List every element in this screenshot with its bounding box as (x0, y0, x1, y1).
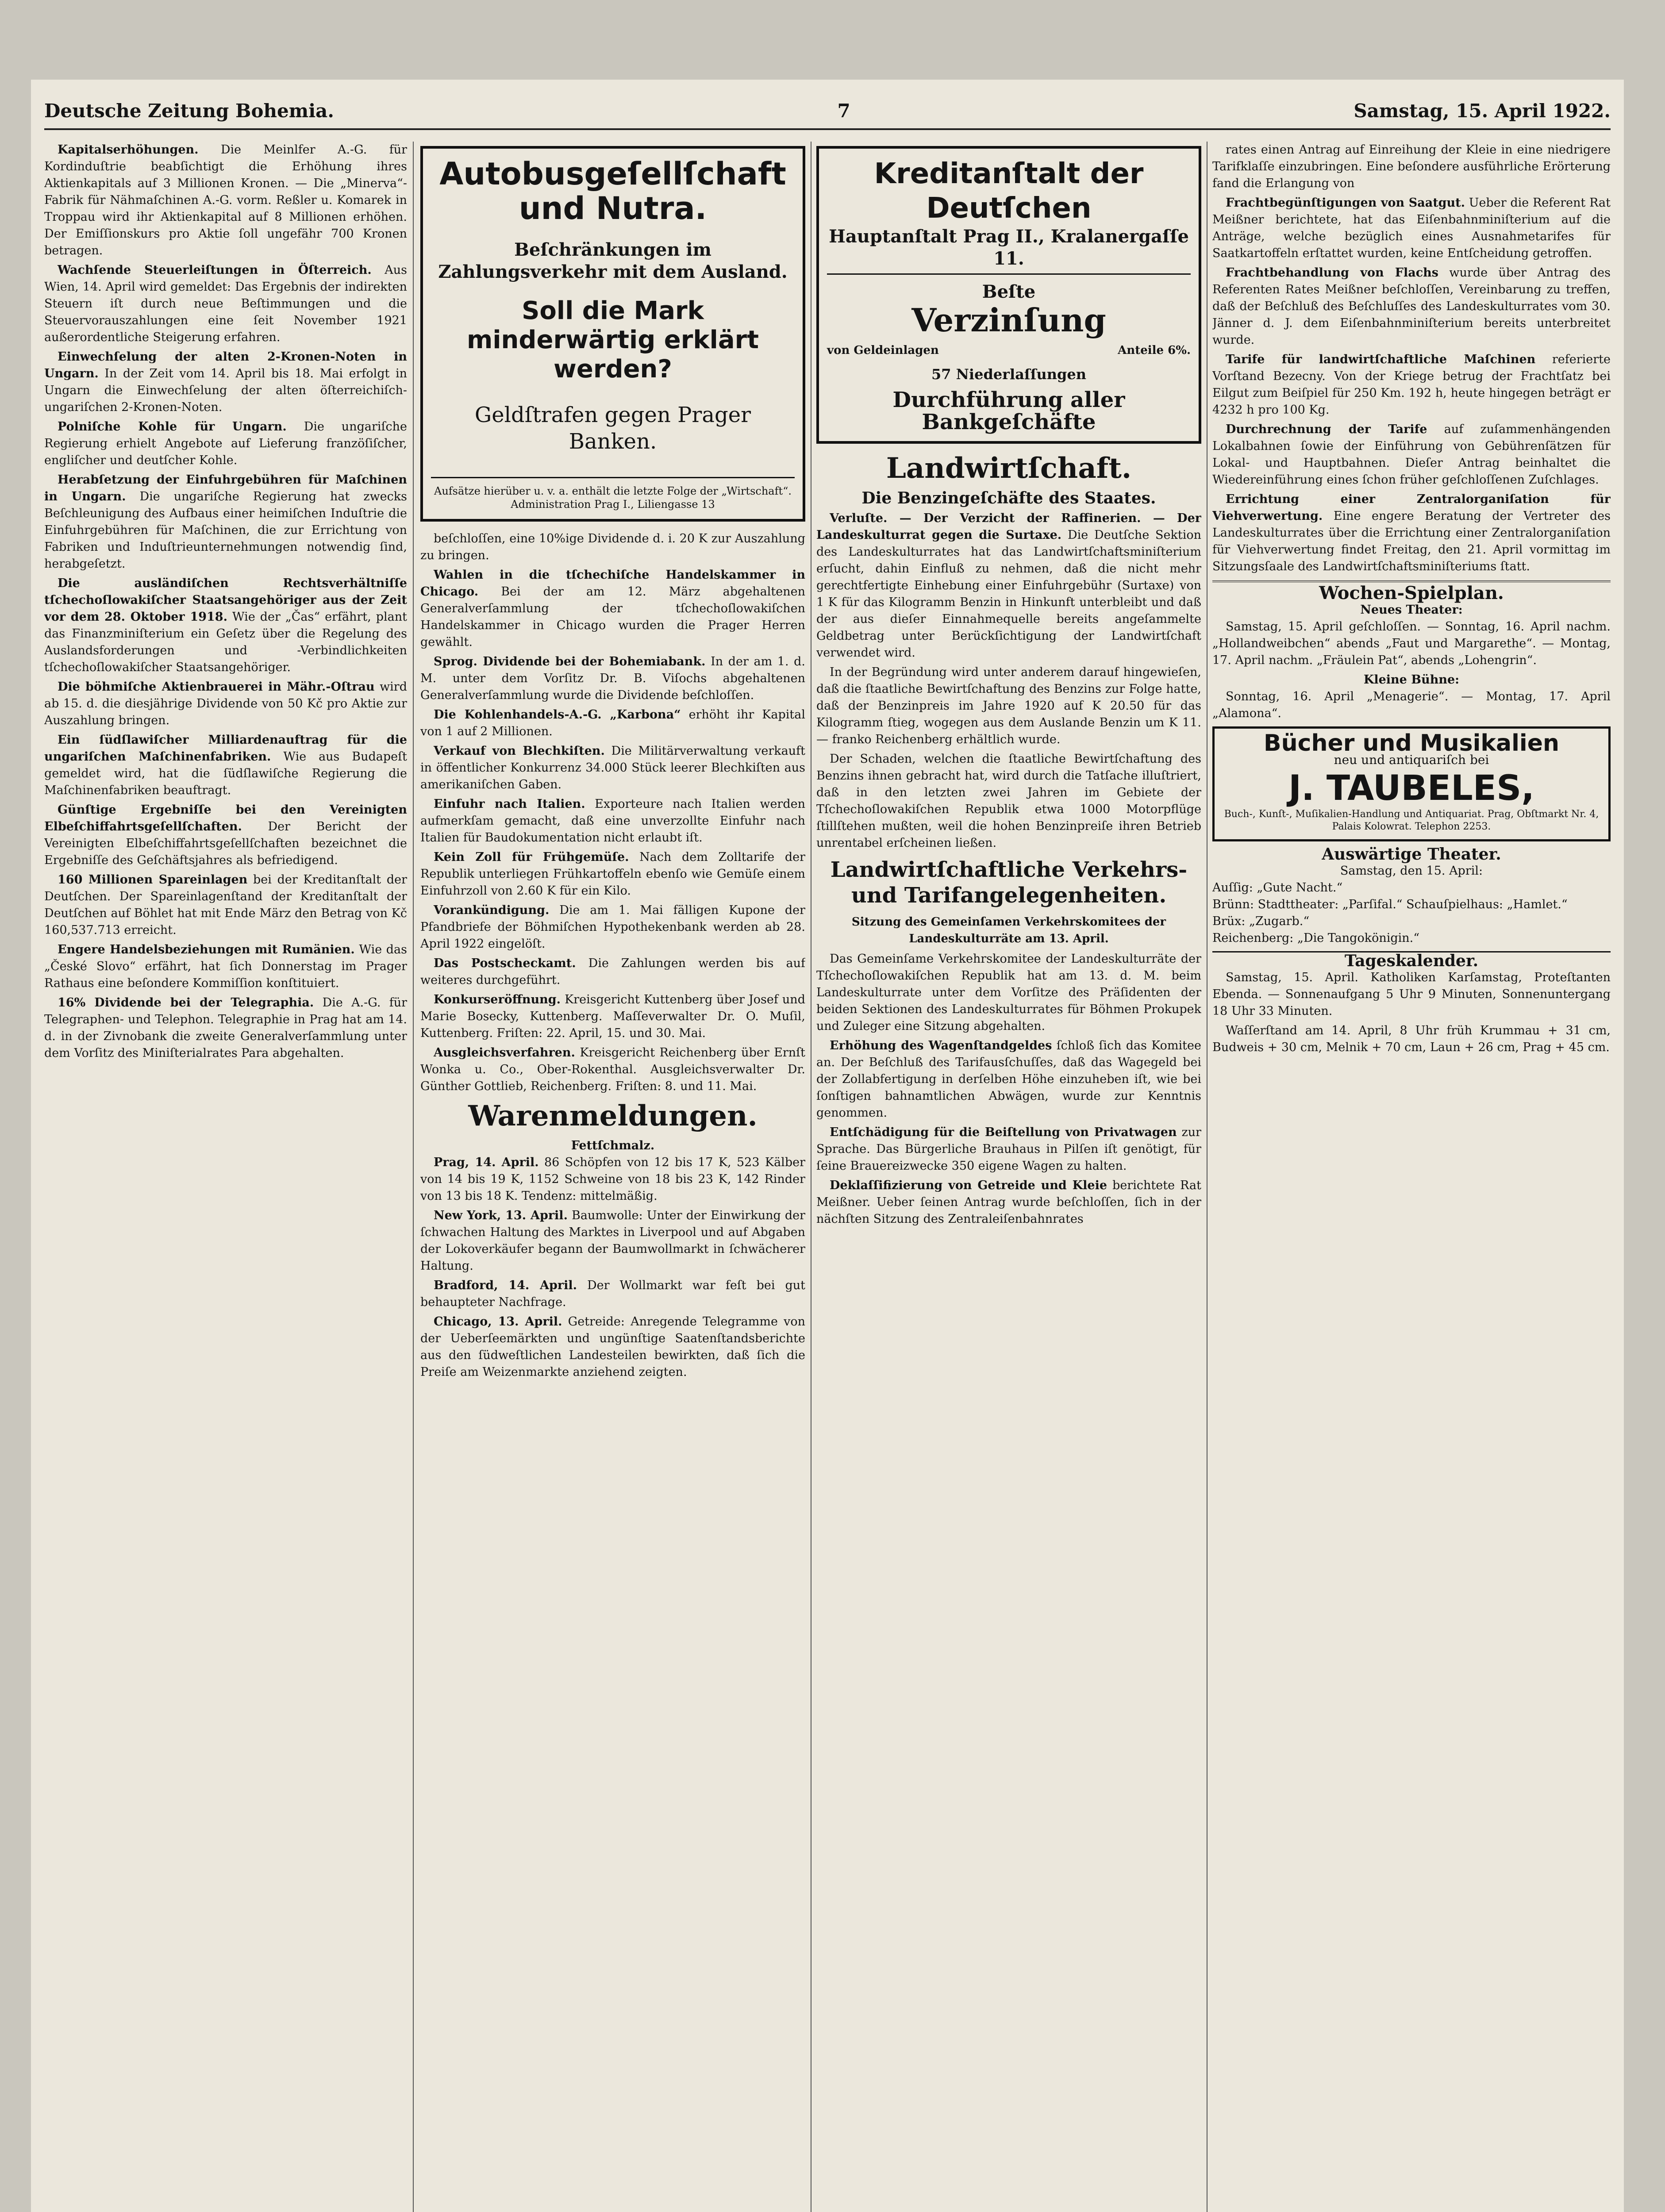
schedule-text: Samstag, 15. April geſchloſſen. — Sonntag, 16. April nachm. „Hollandweibchen“ abends „Faut und Margarethe“. — Montag, 17. April nachm. „Fräulein Pat“, abends „Lohengrin“. (1212, 620, 1611, 667)
theater-entry: Brünn: Stadttheater: „Parſifal.“ Schauſpielhaus: „Hamlet.“ (1212, 898, 1568, 911)
article-heading: Chicago, 13. April. (434, 1315, 562, 1329)
subsection-title: Fettſchmalz. (571, 1139, 655, 1152)
article-heading: New York, 13. April. (434, 1209, 568, 1222)
article-text: Wie das „České Slovo“ erfährt, hat ſich Donnerstag im Prager Rathaus eine beſondere Kommiſſion konſtituiert. (44, 943, 407, 990)
article-paragraph (44, 472, 407, 572)
article-paragraph (44, 732, 407, 799)
calendar-text: Samstag, 15. April. Katholiken Karſamstag, Proteſtanten Ebenda. — Sonnenaufgang 5 Uhr 9 Minuten, Sonnenuntergang 18 Uhr 33 Minuten. (1212, 971, 1611, 1018)
article-heading: Einwechſelung der alten 2-Kronen-Noten in Ungarn. (44, 350, 407, 380)
article-text: Getreide: Anregende Telegramme von der Ueberſeemärkten und ungünſtige Saatenſtandsberichte aus den ſüdweſtlichen Landesteilen bewirkten, daß ſich die Preiſe am Weizenmarkte anziehend zeigten. (420, 1315, 805, 1379)
theater-entry: Auſſig: „Gute Nacht.“ (1212, 881, 1343, 895)
ad-line: Verzinſung (911, 301, 1106, 339)
article-text: Die ungariſche Regierung hat zwecks Beſchleunigung des Aufbaus einer heimiſchen Induſtrie die Einfuhrgebühren für Maſchinen, die zur Errichtung von Fabriken und Induſtrieunternehmungen notwendig ſind, herabgeſetzt. (44, 490, 407, 571)
ad-line: Anteile 6%. (1118, 344, 1191, 357)
article-paragraph (420, 1313, 805, 1381)
section-title: Warenmeldungen. (468, 1099, 758, 1133)
article-text: Exporteure nach Italien werden aufmerkſam gemacht, daß eine unverzollte Einfuhr nach Italien für Baudokumentation nicht erlaubt iſt. (420, 797, 805, 845)
article-heading: Ein ſüdſlawiſcher Milliardenauftrag für die ungariſchen Maſchinenfabriken. (44, 733, 407, 764)
article-heading: Verluſte. — Der Verzicht der Raffinerien. — Der Landeskulturrat gegen die Surtaxe. (816, 511, 1201, 542)
article-heading: Prag, 14. April. (434, 1156, 539, 1169)
article-heading: 160 Millionen Spareinlagen (58, 873, 248, 887)
article-paragraph (420, 567, 805, 651)
article-paragraph (420, 1154, 805, 1205)
column-second (420, 142, 805, 2212)
article-heading: Deklaſſifizierung von Getreide und Kleie (830, 1179, 1107, 1192)
subsection-title: Die Benzingeſchäfte des Staates. (861, 489, 1156, 507)
article-heading: Wahlen in die tſchechiſche Handelskammer in Chicago. (420, 568, 805, 599)
article-text: In der am 1. d. M. unter dem Vorſitz Dr. B. Viſochs abgehaltenen Generalverſammlung wurde die Dividende beſchloſſen. (420, 655, 805, 702)
article-heading: Sprog. Dividende bei der Bohemiabank. (434, 655, 706, 668)
article-text: Die am 1. Mai fälligen Kupone der Pfandbriefe der Böhmiſchen Hypothekenbank werden ab 28. April 1922 eingelöſt. (420, 903, 805, 951)
article-paragraph (1212, 351, 1611, 419)
article-text: ſchloß ſich das Komitee an. Der Beſchluß des Tarifausſchuſſes, daß das Wagegeld bei der Zollabfertigung in derſelben Höhe einzuheben iſt, wie bei ſonſtigen bahnamtlichen Abwägen, wurde zur Kenntnis genommen. (816, 1039, 1201, 1120)
ad-line: Soll die Mark minderwärtig erklärt werden? (467, 296, 759, 384)
theater-date: Samstag, den 15. April: (1340, 864, 1483, 878)
article-heading: Die ausländiſchen Rechtsverhältniſſe tſchechoſlowakiſcher Staatsangehöriger aus der Zeit vor dem 28. Oktober 1918. (44, 576, 407, 624)
news-items (816, 510, 1201, 852)
article-heading: Bradford, 14. April. (434, 1279, 577, 1292)
article-text: Kreisgericht Kuttenberg über Josef und Marie Bosecky, Kuttenberg. Maſſeverwalter Dr. O. Muſil, Kuttenberg. Friſten: 22. April, 15. und 30. Mai. (420, 993, 805, 1040)
article-text: In der Zeit vom 14. April bis 18. Mai erfolgt in Ungarn die Einwechſelung der alten öſterreichiſch-ungariſchen 2-Kronen-Noten. (44, 367, 407, 414)
article-paragraph (1212, 195, 1611, 262)
article-paragraph (420, 991, 805, 1042)
ad-headline: Bücher und Musikalien (1263, 730, 1560, 757)
article-text: Wie der „Čas“ erfährt, plant das Finanzminiſterium ein Geſetz über die Regelung des Auslandsforderungen und -Verbindlichkeiten tſchechoſlowakiſcher Staatsangehöriger. (44, 610, 407, 674)
article-heading: Günſtige Ergebniſſe bei den Vereinigten Elbeſchiffahrtsgeſellſchaften. (44, 803, 407, 833)
theater-title: Auswärtige Theater. (1322, 845, 1501, 864)
article-heading: Einfuhr nach Italien. (434, 797, 585, 811)
column-fourth (1212, 142, 1611, 2212)
ad-line: Hauptanſtalt Prag II., Kralanergaſſe 11. (827, 226, 1191, 275)
article-text: bei der Kreditanſtalt der Deutſchen. Der Spareinlagenſtand der Kreditanſtalt der Deutſchen auf Böhlet hat mit Ende März den Betrag von Kč 160,537.713 erreicht. (44, 873, 407, 937)
article-heading: Konkurseröffnung. (434, 993, 561, 1006)
article-text: Kreisgericht Reichenberg über Ernſt Wonka u. Co., Ober-Rokenthal. Ausgleichsverwalter Dr. Günther Gottlieb, Reichenberg. Friſten: 8. und 11. Mai. (420, 1046, 805, 1093)
article-text: Aus Wien, 14. April wird gemeldet: Das Ergebnis der indirekten Steuern iſt durch neue Beſtimmungen und die Steuervorauszahlungen eine ſeit November 1921 außerordentliche Steigerung erfahren. (44, 263, 407, 344)
article-paragraph (816, 1177, 1201, 1228)
schedule-subtitle: Neues Theater: (1360, 603, 1463, 617)
column-agriculture (816, 142, 1201, 2212)
article-paragraph (420, 1045, 805, 1095)
article-heading: Engere Handelsbeziehungen mit Rumänien. (58, 943, 355, 956)
ad-headline: Kreditanſtalt der Deutſchen (874, 157, 1144, 225)
article-paragraph (44, 262, 407, 346)
article-heading: Herabſetzung der Einfuhrgebühren für Maſchinen in Ungarn. (44, 473, 407, 503)
ad-address: Buch-, Kunſt-, Muſikalien-Handlung und Antiquariat. Prag, Obſtmarkt Nr. 4, Palais Kolowrat. Telephon 2253. (1224, 809, 1599, 832)
masthead-title: Deutsche Zeitung Bohemia. (44, 100, 334, 122)
market-reports (420, 1154, 805, 1381)
article-heading: Wachſende Steuerleiſtungen in Öſterreich. (58, 263, 372, 277)
calendar-title: Tageskalender. (1212, 951, 1611, 969)
article-heading: Kapitalserhöhungen. (58, 143, 199, 157)
article-text: Eine engere Beratung der Vertreter des Landeskulturrates über die Errichtung einer Zentralorganiſation für Viehverwertung findet Freitag, den 21. April vormittag im Sitzungsſaale des Landwirtſchaftsminiſteriums ſtatt. (1212, 509, 1611, 573)
section-title: Landwirtſchaft. (886, 452, 1132, 485)
ad-name: J. TAUBELES, (1288, 768, 1534, 808)
article-heading: Durchrechnung der Tarife (1226, 422, 1427, 436)
article-text: Der Wollmarkt war feſt bei gut behaupteter Nachfrage. (420, 1279, 805, 1309)
article-text: 86 Schöpfen von 12 bis 17 K, 523 Kälber von 14 bis 19 K, 1152 Schweine von 18 bis 23 K, 142 Rinder von 13 bis 18 K. Tendenz: mittelmäßig. (420, 1156, 805, 1203)
article-text: Die Zahlungen werden bis auf weiteres durchgeführt. (420, 956, 805, 987)
schedule-text: Sonntag, 16. April „Menagerie“. — Montag, 17. April „Alamona“. (1212, 690, 1611, 720)
article-heading: Das Postscheckamt. (434, 956, 576, 970)
advertisement-taubeles (1212, 726, 1611, 841)
article-paragraph (420, 653, 805, 704)
article-text: Der Schaden, welchen die ſtaatliche Bewirtſchaftung des Benzins ihnen gebracht hat, wird durch die Tatſache illuſtriert, daß in den letzten zwei Jahren im Gebiete der Tſchechoſlowakiſchen Republik etwa 1000 Motorpflüge ſtillſtehen mußten, weil die hohen Benzinpreiſe ihren Betrieb unrentabel erſcheinen ließen. (816, 752, 1201, 850)
article-text: auf zuſammenhängenden Lokalbahnen ſowie der Einführung von Gebührenſätzen für Lokal- und Hauptbahnen. Dieſer Antrag beinhaltet die Wiedereinführung eines ſchon früher geſchloſſenen Zuſchlages. (1212, 422, 1611, 487)
article-text: Die Militärverwaltung verkauft in öffentlicher Konkurrenz 34.000 Stück leerer Blechkiſten aus amerikaniſchen Gaben. (420, 744, 805, 791)
schedule-subtitle: Kleine Bühne: (1363, 673, 1460, 687)
article-text: Bei der am 12. März abgehaltenen Generalverſammlung der tſchechoſlowakiſchen Handelskammer in Chicago wurden die Prager Herren gewählt. (420, 585, 805, 649)
theater-entry: Reichenberg: „Die Tangokönigin.“ (1212, 931, 1420, 945)
article-text: beſchloſſen, eine 10%ige Dividende d. i. 20 K zur Auszahlung zu bringen. (420, 532, 805, 562)
article-text: berichtete Rat Meißner. Ueber ſeinen Antrag wurde beſchloſſen, ſich in der nächſten Sitzung des Zentraleiſenbahnrates (816, 1179, 1201, 1226)
article-paragraph (420, 796, 805, 846)
article-paragraph (1212, 142, 1611, 192)
article-paragraph (44, 941, 407, 992)
section-title: Landwirtſchaftliche Verkehrs- und Tarifangelegenheiten. (830, 857, 1188, 908)
article-text: Die A.-G. für Telegraphen- und Telephon. Telegraphie in Prag hat am 14. d. in der Zivnobank die zweite Generalverſammlung unter dem Vorſitz des Miniſterialrates Para abgehalten. (44, 996, 407, 1060)
article-text: Das Gemeinſame Verkehrskomitee der Landeskulturräte der Tſchechoſlowakiſchen Republik hat am 13. d. M. beim Landeskulturrate unter dem Vorſitze des Präſidenten der beiden Sektionen des Landeskulturrates für Böhmen Prokupek und Zuleger eine Sitzung abgehalten. (816, 952, 1201, 1033)
issue-date: Samstag, 15. April 1922. (1354, 100, 1611, 122)
ad-line: von Geldeinlagen (827, 344, 939, 357)
article-text: Wie aus Budapeſt gemeldet wird, hat die ſüdſlawiſche Regierung die Maſchinenfabriken beauftragt. (44, 750, 407, 797)
article-paragraph (420, 902, 805, 952)
article-text: wurde über Antrag des Referenten Rates Meißner beſchloſſen, Vereinbarung zu treffen, daß der Beſchluß des Beſchluſſes des Landeskulturrates vom 30. Jänner d. J. dem Eiſenbahnminiſterium bereits unterbreitet wurde. (1212, 266, 1611, 347)
article-heading: Ausgleichsverfahren. (434, 1046, 575, 1060)
article-paragraph (44, 679, 407, 729)
advertisement-wirtschaft (420, 146, 805, 522)
article-paragraph (420, 1207, 805, 1275)
article-paragraph (44, 995, 407, 1062)
theater-list (1212, 879, 1611, 947)
ad-headline: Autobusgeſellſchaft und Nutra. (439, 156, 786, 227)
article-paragraph (420, 707, 805, 740)
article-paragraph (1212, 421, 1611, 488)
ad-line: Beſte (982, 281, 1036, 302)
article-paragraph (44, 802, 407, 869)
article-heading: Kein Zoll für Frühgemüſe. (434, 850, 629, 864)
page-number: 7 (837, 100, 850, 122)
article-heading: Tarife für landwirtſchaftliche Maſchinen (1226, 353, 1536, 366)
article-text: Die Meinlfer A.-G. für Kordinduſtrie beabſichtigt die Erhöhung ihres Aktienkapitals auf 3 Millionen Kronen. — Die „Minerva“-Fabrik für Nähmaſchinen A.-G. vorm. Reßler u. Komarek in Troppau wird ihr Aktienkapital auf 8 Millionen erhöhen. Der Emiſſionskurs pro Aktie ſoll ungefähr 700 Kronen betragen. (44, 143, 407, 257)
news-items (1212, 142, 1611, 575)
ad-row (827, 342, 1191, 359)
ad-line: Durchführung aller Bankgeſchäfte (892, 388, 1125, 434)
article-paragraph (816, 510, 1201, 661)
article-text: Die ungariſche Regierung erhielt Angebote auf Lieferung franzöſiſcher, engliſcher und deutſcher Kohle. (44, 420, 407, 467)
article-paragraph (816, 1037, 1201, 1121)
article-text: Ueber die Referent Rat Meißner berichtete, hat das Eiſenbahnminiſterium auf die Anträge, welche bezüglich eines Ausnahmetarifes für Saatkartoffeln erſtattet wurden, keine Entſcheidung getroffen. (1212, 196, 1611, 260)
ad-line: 57 Niederlaſſungen (931, 366, 1086, 383)
article-text: Baumwolle: Unter der Einwirkung der ſchwachen Haltung des Marktes in Liverpool und auf Abgaben der Lokoverkäufer begann der Baumwollmarkt in ſchwächerer Haltung. (420, 1209, 805, 1273)
article-text: Die Deutſche Sektion des Landeskulturrates hat das Landwirtſchaftsminiſterium erſucht, dahin Einfluß zu nehmen, daß die nicht mehr gerechtfertigte Einhebung einer Einfuhrgebühr (Surtaxe) von 1 K für das Kilogramm Benzin in Hinkunft unterbleibt und daß der aus dieſer Einnahmequelle bereits angeſammelte Geldbetrag unter Berückſichtigung der Landwirtſchaft verwendet wird. (816, 528, 1201, 660)
newspaper-page (31, 80, 1624, 2212)
article-heading: Entſchädigung für die Beiſtellung von Privatwagen (830, 1125, 1177, 1139)
article-text: wird ab 15. d. die diesjährige Dividende von 50 Kč pro Aktie zur Auszahlung bringen. (44, 680, 407, 727)
article-heading: Vorankündigung. (434, 903, 550, 917)
article-paragraph (816, 664, 1201, 748)
ad-line: neu und antiquariſch bei (1334, 753, 1489, 767)
article-paragraph (1212, 491, 1611, 575)
article-paragraph (816, 751, 1201, 852)
article-paragraph (420, 1277, 805, 1311)
subsection-title: Sitzung des Gemeinſamen Verkehrskomitees der Landeskulturräte am 13. April. (851, 915, 1166, 945)
article-heading: 16% Dividende bei der Telegraphia. (58, 996, 314, 1010)
article-text: referierte Vorſtand Bezecny. Von der Kriege betrug der Frachtſatz bei Eilgut zum Beiſpiel für 250 Km. 192 h, heute hingegen beträgt er 4232 h pro 100 Kg. (1212, 353, 1611, 417)
article-paragraph (44, 349, 407, 416)
article-paragraph (44, 142, 407, 259)
article-paragraph (44, 872, 407, 939)
article-paragraph (420, 849, 805, 899)
article-text: zur Sprache. Das Bürgerliche Brauhaus in Pilſen iſt genötigt, für ſeine Brauereizwecke 350 eigene Wagen zu halten. (816, 1125, 1201, 1173)
schedule-title: Wochen-Spielplan. (1319, 583, 1504, 603)
article-paragraph (816, 951, 1201, 1035)
article-heading: Frachtbehandlung von Flachs (1226, 266, 1438, 280)
article-paragraph (816, 1124, 1201, 1175)
ad-line: Beſchränkungen im Zahlungsverkehr mit dem Ausland. (438, 239, 788, 282)
page-header (44, 93, 1611, 130)
article-paragraph (1212, 265, 1611, 349)
article-paragraph (420, 743, 805, 793)
article-paragraph (420, 530, 805, 564)
theater-entry: Brüx: „Zugarb.“ (1212, 914, 1310, 928)
theater-schedule (1212, 580, 1611, 722)
article-text: Der Bericht der Vereinigten Elbeſchiffahrtsgeſellſchaften bezeichnet die Ergebniſſe des Geſchäftsjahres als befriedigend. (44, 820, 407, 867)
article-text: In der Begründung wird unter anderem darauf hingewieſen, daß die ſtaatliche Bewirtſchaftung des Benzins zur Folge hatte, daß der Benzinpreis im Jahre 1920 auf K 20.50 für das Kilogramm ſtieg, wogegen aus dem Auslande Benzin um K 11.— franko Reichenberg erhältlich wurde. (816, 665, 1201, 746)
article-heading: Polniſche Kohle für Ungarn. (58, 420, 287, 434)
article-text: erhöht ihr Kapital von 1 auf 2 Millionen. (420, 708, 805, 738)
advertisement-kreditanstalt (816, 146, 1201, 444)
article-paragraph (420, 955, 805, 989)
article-heading: Errichtung einer Zentralorganiſation für Viehverwertung. (1212, 492, 1611, 523)
column-rule (413, 142, 414, 2212)
news-items (816, 951, 1201, 1228)
article-paragraph (44, 419, 407, 469)
column-economy (44, 142, 407, 2212)
article-paragraph (44, 575, 407, 676)
article-heading: Verkauf von Blechkiſten. (434, 744, 605, 758)
ad-line: Geldſtrafen gegen Prager Banken. (474, 403, 751, 454)
ad-footer: Aufsätze hierüber u. v. a. enthält die letzte Folge der „Wirtschaft“. Administration Prag I., Liliengasse 13 (431, 477, 795, 511)
article-heading: Die böhmiſche Aktienbrauerei in Mähr.-Oſtrau (58, 680, 375, 694)
article-heading: Frachtbegünſtigungen von Saatgut. (1226, 196, 1465, 210)
article-heading: Die Kohlenhandels-A.-G. „Karbona“ (434, 708, 681, 722)
water-level-text: Waſſerſtand am 14. April, 8 Uhr früh Krummau + 31 cm, Budweis + 30 cm, Melnik + 70 cm, Laun + 26 cm, Prag + 45 cm. (1212, 1024, 1611, 1054)
article-text: rates einen Antrag auf Einreihung der Kleie in eine niedrigere Tarifklaſſe einzubringen. Eine beſondere ausführliche Erörterung fand die Erlangung von (1212, 143, 1611, 190)
article-text: Nach dem Zolltarife der Republik unterliegen Frühkartoffeln ebenſo wie Gemüſe einem Einfuhrzoll von 2.60 K für ein Kilo. (420, 850, 805, 898)
news-items (420, 530, 805, 1095)
article-heading: Erhöhung des Wagenſtandgeldes (830, 1039, 1052, 1052)
